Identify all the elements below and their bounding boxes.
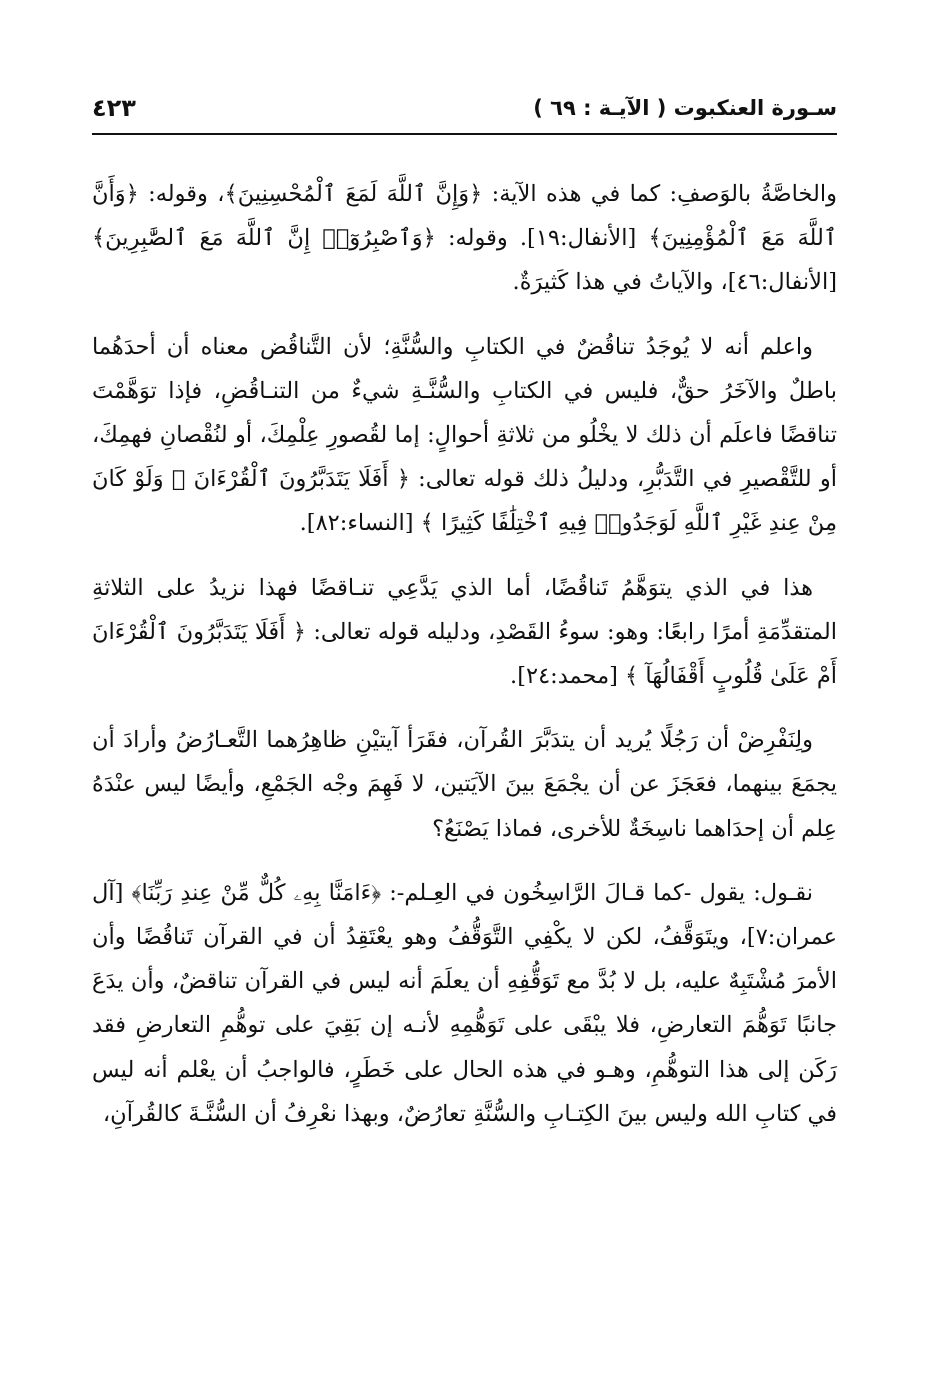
- header-divider: [92, 133, 837, 135]
- running-header: [92, 92, 837, 132]
- paragraph-3: هذا في الذي يتوَهَّمُ تَناقُضًا، أما الذي يَدَّعِي تنـاقضًا فهذا نزيدُ على الثلاثةِ المتقدِّمَةِ أمرًا رابعًا: وهو: سوءُ القَصْدِ، ودليله قوله تعالى: ﴿ أَفَلَا يَتَدَبَّرُونَ ٱلْقُرْءَانَ أَمْ عَلَىٰ قُلُوبٍ أَقْفَالُهَآ ﴾ [محمد:٢٤].: [92, 574, 837, 690]
- main-text: [92, 172, 837, 1156]
- paragraph-5: نقـول: يقول -كما قـالَ الرَّاسِخُون في العِـلم-: ﴿ءَامَنَّا بِهِۦ كُلٌّ مِّنْ عِندِ رَبِّنَا﴾ [آل عمران:٧]، ويتَوَقَّفُ، لكن لا يكْفِي التَّوَقُّفُ وهو يعْتَقِدُ أن في القرآن تَناقُضًا وأن الأمرَ مُشْتَبِهٌ عليه، بل لا بُدَّ مع تَوَقُّفِهِ أن يعلَمَ أنه ليس في القرآن تناقضٌ، وأن يدَعَ جانبًا تَوَهُّمَ التعارضِ، فلا يبْقَى على تَوَهُّمِهِ لأنـه إن بَقِيَ على توهُّمِ التعارضِ فقد رَكَن إلى هذا التوهُّمِ، وهـو في هذه الحال على خَطَرٍ، فالواجبُ أن يعْلم أنه ليس في كتابِ الله وليس بينَ الكِتـابِ والسُّنَّةِ تعارُضٌ، وبهذا نعْرِفُ أن السُّنَّـةَ كالقُرآنِ،: [92, 879, 837, 1127]
- paragraph-1: والخاصَّةُ بالوَصفِ: كما في هذه الآية: ﴿وَإِنَّ ٱللَّهَ لَمَعَ ٱلْمُحْسِنِينَ﴾، وقوله: ﴿وَأَنَّ ٱللَّهَ مَعَ ٱلْمُؤْمِنِينَ﴾ [الأنفال:١٩]. وقوله: ﴿وَٱصْبِرُوٓا۟ إِنَّ ٱللَّهَ مَعَ ٱلصَّٰبِرِينَ﴾ [الأنفال:٤٦]، والآياتُ في هذا كَثيرَةٌ.: [92, 181, 838, 296]
- paragraph-4: ولِنَفْرِضْ أن رَجُلًا يُريد أن يتدَبَّرَ القُرآن، فقَرَأ آيتيْنِ ظاهِرُهما التَّعـارُضُ وأرادَ أن يجمَعَ بينهما، فعَجَزَ عن أن يجْمَعَ بينَ الآيَتين، لا فَهِمَ وجْه الجَمْعِ، وأيضًا ليس عنْدَهُ عِلم أن إحدَاهما ناسِخَةٌ للأخرى، فماذا يَصْنَعُ؟: [92, 727, 837, 842]
- running-header-title: سـورة العنكبوت ( الآيـة : ٦٩ ): [533, 96, 837, 120]
- paragraph-2: واعلم أنه لا يُوجَدُ تناقُضٌ في الكتابِ والسُّنَّةِ؛ لأن التَّناقُض معناه أن أحدَهُما باطلٌ والآخَرُ حقٌّ، فليس في الكتابِ والسُّنَّـةِ شيءٌ من التنـاقُضِ، فإذا توَهَّمْتَ تناقضًا فاعلَم أن ذلك لا يخْلُو من ثلاثةِ أحوالٍ: إما لقُصورِ عِلْمِكَ، أو لنُقْصانِ فهمِكَ، أو للتَّقْصيرِ في التَّدَبُّرِ، ودليلُ ذلك قوله تعالى: ﴿ أَفَلَا يَتَدَبَّرُونَ ٱلْقُرْءَانَ ۚ وَلَوْ كَانَ مِنْ عِندِ غَيْرِ ٱللَّهِ لَوَجَدُوا۟ فِيهِ ٱخْتِلَٰفًا كَثِيرًا ﴾ [النساء:٨٢].: [92, 333, 837, 537]
- page-number: ٤٢٣: [92, 94, 136, 122]
